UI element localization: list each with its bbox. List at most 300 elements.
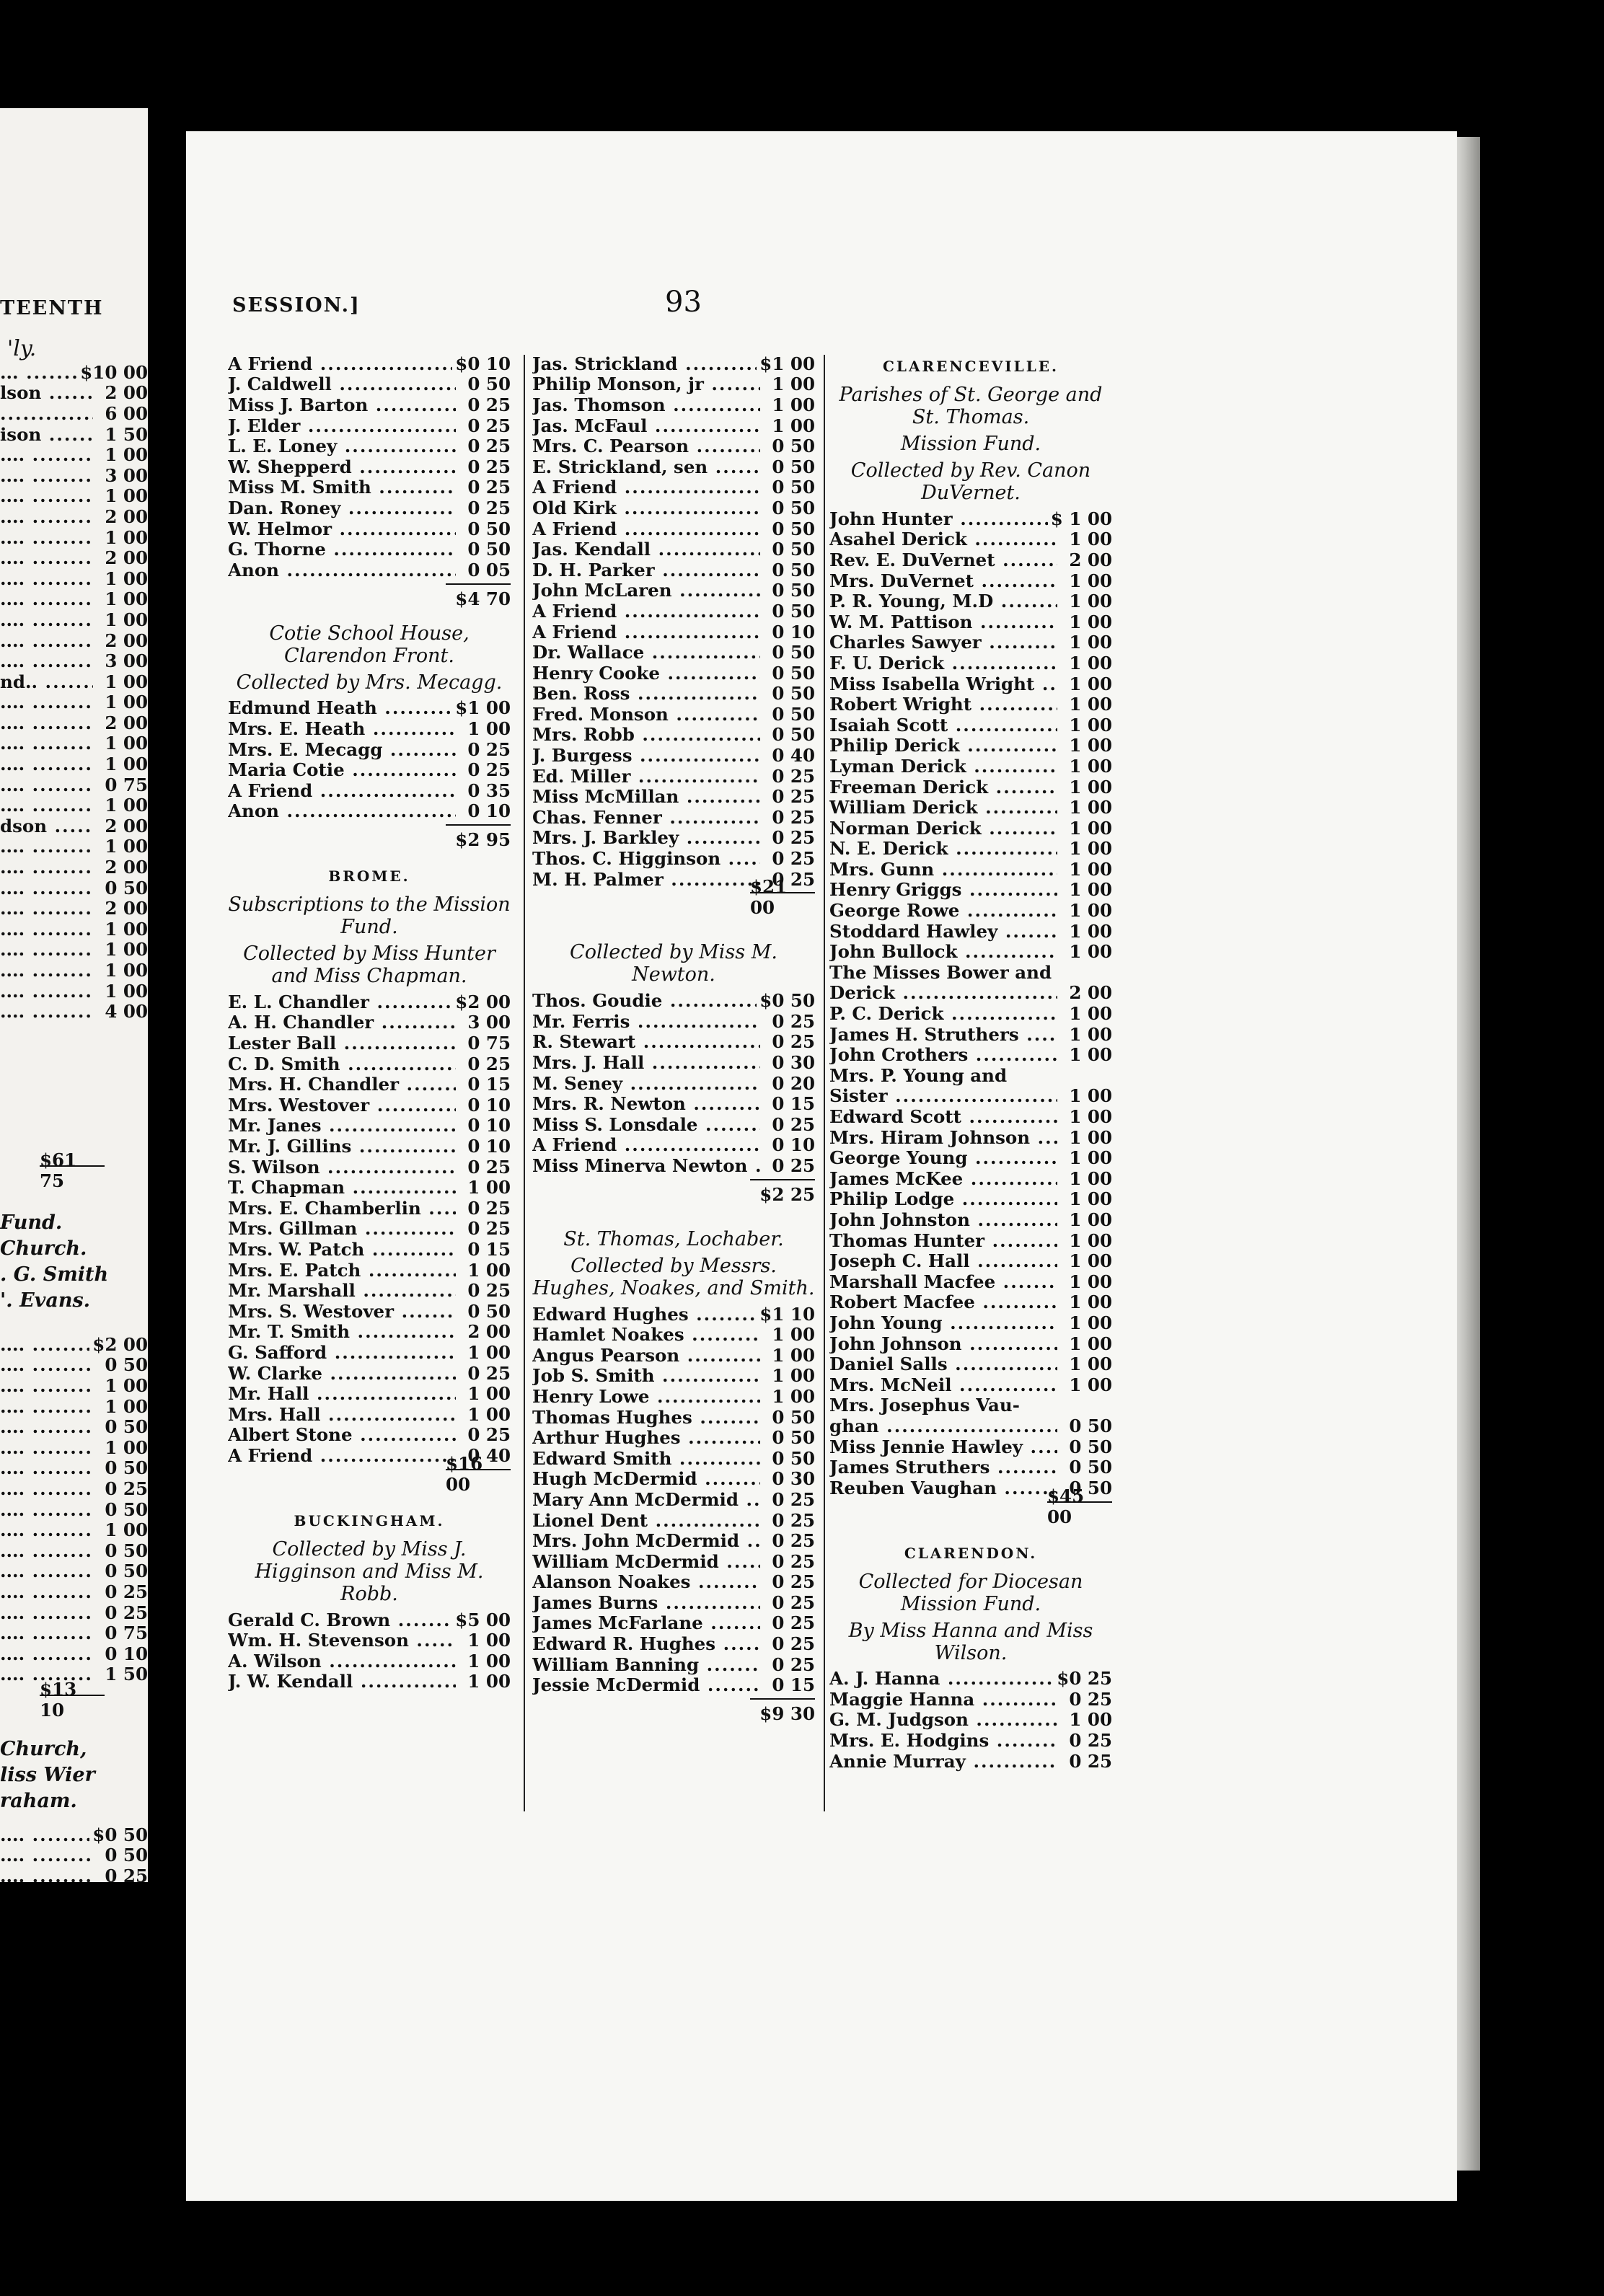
contributor-name: Ben. Ross ..... xyxy=(532,683,760,704)
amount: $1 00 xyxy=(455,697,511,719)
list-row xyxy=(829,777,1112,798)
amount: 0 25 xyxy=(467,1053,511,1074)
amount: 1 00 xyxy=(1069,1271,1112,1292)
list-row xyxy=(0,1602,148,1623)
contributor-name: Mrs. Gunn ..... xyxy=(829,859,1057,880)
list-row xyxy=(0,568,148,589)
list-row xyxy=(532,539,815,560)
contributor-name: Rev. E. DuVernet ..... xyxy=(829,549,1057,570)
list-row xyxy=(228,374,511,395)
contributor-name: .... ..... xyxy=(0,960,93,981)
facing-total-2 xyxy=(0,1679,148,1722)
contributor-name: John Bullock ..... xyxy=(829,941,1057,962)
amount: 0 50 xyxy=(772,724,815,746)
list-row xyxy=(829,1044,1112,1065)
amount: 3 00 xyxy=(105,464,148,486)
contributor-name: Marshall Macfee ..... xyxy=(829,1271,1057,1292)
amount: $5 00 xyxy=(455,1609,511,1630)
facing-fragment: liss Wier xyxy=(0,1764,95,1786)
contributor-name: Edward Smith ..... xyxy=(532,1448,760,1469)
amount: 0 50 xyxy=(772,580,815,601)
amount: 0 25 xyxy=(467,1197,511,1219)
contributor-name: .... ..... xyxy=(0,898,93,919)
amount: 1 00 xyxy=(467,718,511,739)
contributor-name: Mr. Marshall ..... xyxy=(228,1280,456,1301)
list-col1-block3 xyxy=(228,992,511,1466)
list-row xyxy=(532,1489,815,1510)
amount: 0 50 xyxy=(467,374,511,395)
amount: 1 00 xyxy=(105,960,148,981)
contributor-name: P. C. Derick ..... xyxy=(829,1003,1057,1024)
list-row xyxy=(0,444,148,465)
amount: 1 00 xyxy=(1069,1354,1112,1375)
contributor-name: William Derick ..... xyxy=(829,797,1057,818)
contributor-name: John Crothers ..... xyxy=(829,1044,1057,1065)
list-row xyxy=(0,1499,148,1520)
amount: 0 25 xyxy=(772,868,815,890)
section-title: St. Thomas, Lochaber. xyxy=(563,1227,784,1250)
amount: 0 10 xyxy=(467,1136,511,1157)
list-row xyxy=(829,1457,1112,1478)
contributor-name: .... ..... xyxy=(0,1664,93,1685)
amount: 0 50 xyxy=(772,703,815,725)
list-row xyxy=(228,456,511,477)
list-row xyxy=(228,498,511,518)
list-row xyxy=(829,508,1112,529)
contributor-name: .... ..... xyxy=(0,609,93,630)
contributor-name: J. Burgess ..... xyxy=(532,745,760,766)
contributor-name: Miss Minerva Newton ..... xyxy=(532,1155,760,1176)
list-row xyxy=(532,807,815,828)
amount: 2 00 xyxy=(105,630,148,651)
contributor-name: Miss J. Barton ..... xyxy=(228,394,456,415)
collector-line: Collected by Mrs. Mecagg. xyxy=(236,671,503,694)
section-title: Cotie School House, Clarendon Front. xyxy=(269,622,470,667)
section-title: Parishes of St. George and St. Thomas. xyxy=(839,384,1103,428)
list-row xyxy=(532,1530,815,1551)
contributor-name: G. Safford ..... xyxy=(228,1342,456,1363)
contributor-name: George Young ..... xyxy=(829,1147,1057,1168)
list-row xyxy=(228,1054,511,1074)
amount: 0 50 xyxy=(772,1406,815,1428)
list-row xyxy=(228,1425,511,1446)
contributor-name: The Misses Bower and xyxy=(829,961,1052,983)
amount: 0 25 xyxy=(105,1478,148,1499)
amount: 2 00 xyxy=(1069,982,1112,1004)
contributor-name: Henry Lowe ..... xyxy=(532,1386,760,1407)
contributor-name: Sister ..... xyxy=(829,1085,1057,1106)
amount: 0 50 xyxy=(772,1447,815,1469)
list-row xyxy=(532,1011,815,1032)
amount: 0 25 xyxy=(772,1571,815,1593)
amount: 0 40 xyxy=(467,1444,511,1466)
contributor-name: A Friend ..... xyxy=(532,622,760,643)
amount: 0 25 xyxy=(772,1612,815,1634)
amount: 1 00 xyxy=(105,980,148,1002)
list-row xyxy=(829,611,1112,632)
amount: 0 50 xyxy=(772,642,815,663)
facing-list-1 xyxy=(0,362,148,1022)
contributor-name: John Young ..... xyxy=(829,1312,1057,1333)
amount: 2 00 xyxy=(105,898,148,919)
contributor-name: A Friend ..... xyxy=(532,601,760,622)
list-row xyxy=(228,739,511,760)
contributor-name: Edmund Heath ..... xyxy=(228,697,452,718)
list-row xyxy=(532,374,815,395)
amount: 1 00 xyxy=(772,415,815,436)
list-row xyxy=(0,1396,148,1417)
list-row xyxy=(532,1407,815,1428)
contributor-name: Thomas Hughes ..... xyxy=(532,1407,760,1428)
amount: 0 25 xyxy=(772,1530,815,1552)
list-row xyxy=(532,601,815,622)
list-col2-block3 xyxy=(532,1304,815,1695)
list-row xyxy=(532,1633,815,1654)
list-row xyxy=(0,774,148,795)
amount: 0 20 xyxy=(772,1072,815,1094)
contributor-name: Thos. Goudie ..... xyxy=(532,990,757,1011)
amount: 0 30 xyxy=(772,1052,815,1074)
facing-fragment: Church. xyxy=(0,1237,87,1260)
contributor-name: .... ..... xyxy=(0,857,93,878)
list-row xyxy=(228,780,511,801)
amount: 1 50 xyxy=(105,423,148,445)
amount: $0 50 xyxy=(92,1824,148,1845)
contributor-name: Mrs. Westover ..... xyxy=(228,1095,456,1116)
amount: 1 00 xyxy=(105,795,148,816)
amount: 1 00 xyxy=(1069,570,1112,591)
list-row xyxy=(228,560,511,580)
contributor-name: R. Stewart ..... xyxy=(532,1031,760,1052)
list-row xyxy=(829,1689,1112,1710)
contributor-name: Edward R. Hughes ..... xyxy=(532,1633,760,1654)
contributor-name: Philip Monson, jr ..... xyxy=(532,374,760,394)
list-row xyxy=(228,539,511,560)
contributor-name: Stoddard Hawley ..... xyxy=(829,921,1057,942)
list-row xyxy=(0,465,148,486)
contributor-name: ghan ..... xyxy=(829,1416,1057,1436)
list-row xyxy=(829,736,1112,756)
list-row xyxy=(0,836,148,857)
amount: 0 10 xyxy=(467,1094,511,1116)
contributor-name: A Friend ..... xyxy=(532,477,760,498)
contributor-name: A. J. Hanna ..... xyxy=(829,1668,1054,1689)
amount: 1 00 xyxy=(467,1403,511,1425)
list-row xyxy=(0,527,148,548)
facing-fragments-2 xyxy=(0,1738,148,1816)
amount: 0 25 xyxy=(1069,1750,1112,1772)
list-row xyxy=(228,415,511,436)
amount: 0 50 xyxy=(105,1457,148,1479)
total xyxy=(750,1179,815,1206)
contributor-name: Freeman Derick ..... xyxy=(829,777,1057,798)
contributor-name: Mrs. P. Young and xyxy=(829,1064,1008,1086)
amount: 2 00 xyxy=(105,382,148,404)
contributor-name: F. U. Derick ..... xyxy=(829,653,1057,674)
list-row xyxy=(532,828,815,849)
amount: 1 00 xyxy=(105,671,148,692)
amount: 1 00 xyxy=(1069,1106,1112,1128)
amount: 2 00 xyxy=(1069,549,1112,570)
list-row xyxy=(228,1363,511,1384)
amount: 0 75 xyxy=(467,1033,511,1054)
amount: 0 25 xyxy=(467,436,511,457)
amount: 0 75 xyxy=(105,1622,148,1644)
contributor-name: .... ..... xyxy=(0,1437,93,1458)
amount: 0 35 xyxy=(467,780,511,801)
amount: 0 25 xyxy=(772,1550,815,1572)
contributor-name: .... ..... xyxy=(0,1845,93,1866)
amount: 1 50 xyxy=(105,1664,148,1685)
collector-line: Collected by Rev. Canon DuVernet. xyxy=(850,459,1091,504)
amount: 0 10 xyxy=(105,1643,148,1664)
amount: 0 15 xyxy=(772,1093,815,1115)
list-row xyxy=(0,940,148,961)
total-value: $45 00 xyxy=(1047,1485,1085,1527)
amount: 0 25 xyxy=(772,1591,815,1613)
amount: 0 25 xyxy=(772,786,815,808)
contributor-name: .... ..... xyxy=(0,568,93,589)
page-edge xyxy=(1457,137,1480,2171)
list-row xyxy=(532,1366,815,1387)
amount: 0 25 xyxy=(772,827,815,849)
total xyxy=(446,824,511,852)
list-row xyxy=(0,754,148,774)
amount: 0 30 xyxy=(772,1468,815,1490)
list-row xyxy=(532,622,815,643)
amount: 0 25 xyxy=(467,477,511,498)
list-row xyxy=(228,436,511,456)
amount: 0 50 xyxy=(772,497,815,518)
amount: 1 00 xyxy=(1069,694,1112,715)
list-row xyxy=(829,1024,1112,1045)
contributor-name: Isaiah Scott ..... xyxy=(829,715,1057,736)
contributor-name: John Johnson ..... xyxy=(829,1333,1057,1354)
contributor-name: A Friend ..... xyxy=(228,1445,456,1466)
facing-list-3 xyxy=(0,1824,148,1882)
amount: 1 00 xyxy=(105,609,148,630)
list-row xyxy=(829,529,1112,550)
list-row xyxy=(228,1012,511,1033)
list-row xyxy=(532,848,815,869)
list-row xyxy=(532,518,815,539)
list-row xyxy=(0,857,148,878)
list-row xyxy=(0,630,148,651)
list-row xyxy=(0,1458,148,1479)
amount: 1 00 xyxy=(1069,1374,1112,1395)
contributor-name: William Banning ..... xyxy=(532,1654,760,1675)
amount: 1 00 xyxy=(467,1341,511,1363)
list-row xyxy=(532,1093,815,1114)
list-row xyxy=(829,1086,1112,1107)
amount: 1 00 xyxy=(1069,1044,1112,1066)
list-row xyxy=(829,983,1112,1004)
list-row xyxy=(532,415,815,436)
list-row xyxy=(532,1510,815,1531)
contributor-name: Jas. Strickland ..... xyxy=(532,353,757,374)
contributor-name: G. Thorne ..... xyxy=(228,539,456,560)
amount: 0 25 xyxy=(772,1653,815,1675)
list-row xyxy=(532,745,815,766)
list-row xyxy=(532,1654,815,1675)
list-col1-block4 xyxy=(228,1610,511,1692)
facing-total-2-value: $13 10 xyxy=(40,1679,77,1721)
amount: 0 50 xyxy=(772,456,815,477)
list-row xyxy=(829,1106,1112,1127)
contributor-name: A Friend ..... xyxy=(228,780,456,801)
amount: 1 00 xyxy=(772,1324,815,1346)
list-row xyxy=(228,1404,511,1425)
contributor-name: Mr. J. Gillins ..... xyxy=(228,1136,456,1157)
amount: 0 10 xyxy=(772,621,815,643)
list-row xyxy=(0,1561,148,1582)
list-row xyxy=(0,1643,148,1664)
amount: 1 00 xyxy=(105,836,148,857)
list-row xyxy=(829,1147,1112,1168)
amount: 0 25 xyxy=(772,1633,815,1655)
contributor-name: Mrs. Hiram Johnson ..... xyxy=(829,1127,1057,1148)
contributor-name: James McFarlane ..... xyxy=(532,1612,760,1633)
list-row xyxy=(829,1416,1112,1436)
contributor-name: Miss M. Smith ..... xyxy=(228,477,456,498)
list-row xyxy=(532,1572,815,1593)
amount: 1 00 xyxy=(1069,879,1112,901)
list-row xyxy=(829,921,1112,942)
amount: 1 00 xyxy=(467,1177,511,1198)
contributor-name: Jas. McFaul ..... xyxy=(532,415,760,436)
amount: 0 25 xyxy=(467,456,511,477)
list-row xyxy=(228,1198,511,1219)
contributor-name: Edward Scott ..... xyxy=(829,1106,1057,1127)
list-col3-block2 xyxy=(829,1669,1112,1772)
amount: 0 25 xyxy=(772,806,815,828)
amount: 0 25 xyxy=(772,1113,815,1135)
contributor-name: .... ..... xyxy=(0,650,93,671)
contributor-name: M. H. Palmer ..... xyxy=(532,869,760,890)
amount: 2 00 xyxy=(467,1321,511,1343)
list-row xyxy=(829,1127,1112,1148)
amount: 2 00 xyxy=(105,857,148,878)
facing-fragment: . G. Smith xyxy=(0,1263,109,1286)
total-value: $9 30 xyxy=(759,1703,815,1725)
list-row xyxy=(228,1651,511,1672)
list-row xyxy=(0,650,148,671)
contributor-name: ison ..... xyxy=(0,424,93,445)
list-row xyxy=(0,1866,148,1882)
list-row xyxy=(0,1519,148,1540)
amount: 1 00 xyxy=(1069,1167,1112,1189)
list-row xyxy=(0,362,148,383)
list-row xyxy=(0,506,148,527)
list-row xyxy=(0,424,148,445)
amount: 0 50 xyxy=(105,1416,148,1438)
contributor-name xyxy=(0,403,93,424)
amount: 1 00 xyxy=(105,918,148,940)
list-row xyxy=(228,1136,511,1157)
list-row xyxy=(228,1322,511,1343)
contributor-name: Mr. Janes ..... xyxy=(228,1115,456,1136)
list-row xyxy=(228,1157,511,1178)
contributor-name: Hugh McDermid ..... xyxy=(532,1468,760,1489)
contributor-name: George Rowe ..... xyxy=(829,900,1057,921)
amount: 1 00 xyxy=(467,1671,511,1692)
list-row xyxy=(0,712,148,733)
amount: 0 50 xyxy=(1069,1477,1112,1498)
list-row xyxy=(228,1095,511,1116)
contributor-name: .... ..... xyxy=(0,1560,93,1581)
facing-page xyxy=(0,108,148,1882)
contributor-name: Alanson Noakes ..... xyxy=(532,1571,760,1592)
contributor-name: Old Kirk ..... xyxy=(532,498,760,518)
total xyxy=(446,583,511,611)
contributor-name: Annie Murray ..... xyxy=(829,1751,1057,1772)
amount: 0 50 xyxy=(1069,1436,1112,1457)
total xyxy=(750,1698,815,1726)
contributor-name: .... ..... xyxy=(0,836,93,857)
contributor-name: Jas. Kendall ..... xyxy=(532,539,760,560)
list-row xyxy=(0,1622,148,1643)
list-row xyxy=(829,570,1112,591)
amount: $0 25 xyxy=(1057,1668,1112,1690)
list-row xyxy=(829,1250,1112,1271)
contributor-name: Arthur Hughes ..... xyxy=(532,1427,760,1448)
contributor-name: Ed. Miller ..... xyxy=(532,766,760,787)
list-row xyxy=(829,1354,1112,1374)
contributor-name: Thos. C. Higginson ..... xyxy=(532,848,760,869)
amount: 1 00 xyxy=(467,1383,511,1405)
amount: 3 00 xyxy=(105,650,148,672)
list-col1-block1 xyxy=(228,353,511,580)
contributor-name: John Johnston ..... xyxy=(829,1209,1057,1230)
list-row xyxy=(829,1312,1112,1333)
amount: 0 50 xyxy=(772,436,815,457)
list-row xyxy=(532,498,815,518)
amount: 1 00 xyxy=(1069,1312,1112,1333)
amount: 1 00 xyxy=(1069,797,1112,818)
amount: 1 00 xyxy=(1069,632,1112,653)
list-row xyxy=(0,878,148,898)
list-row xyxy=(532,1592,815,1613)
contributor-name: J. Elder ..... xyxy=(228,415,456,436)
contributor-name: Mrs. Robb ..... xyxy=(532,724,760,745)
amount: 0 50 xyxy=(772,539,815,560)
amount: 0 15 xyxy=(467,1239,511,1260)
contributor-name: Angus Pearson ..... xyxy=(532,1345,760,1366)
contributor-name: .... ..... xyxy=(0,774,93,795)
amount: 0 50 xyxy=(467,539,511,560)
list-row xyxy=(0,609,148,630)
section-subtitle: Mission Fund. xyxy=(900,433,1041,455)
contributor-name: .... ..... xyxy=(0,1478,93,1499)
contributor-name: Philip Derick ..... xyxy=(829,735,1057,756)
contributor-name: A Friend ..... xyxy=(532,1134,760,1155)
amount: 1 00 xyxy=(105,568,148,589)
list-row xyxy=(829,756,1112,777)
contributor-name: .... ..... xyxy=(0,754,93,774)
list-row xyxy=(532,990,815,1011)
list-row xyxy=(829,1730,1112,1751)
amount: 0 50 xyxy=(772,518,815,539)
amount: 0 25 xyxy=(772,1509,815,1531)
list-row xyxy=(532,1114,815,1135)
contributor-name: A Friend ..... xyxy=(532,518,760,539)
list-row xyxy=(228,518,511,539)
amount: 1 00 xyxy=(1069,1333,1112,1354)
contributor-name: Anon ..... xyxy=(228,560,456,580)
contributor-name: A Friend ..... xyxy=(228,353,452,374)
contributor-name: .... ..... xyxy=(0,878,93,898)
contributor-name: Mrs. C. Pearson ..... xyxy=(532,436,760,456)
